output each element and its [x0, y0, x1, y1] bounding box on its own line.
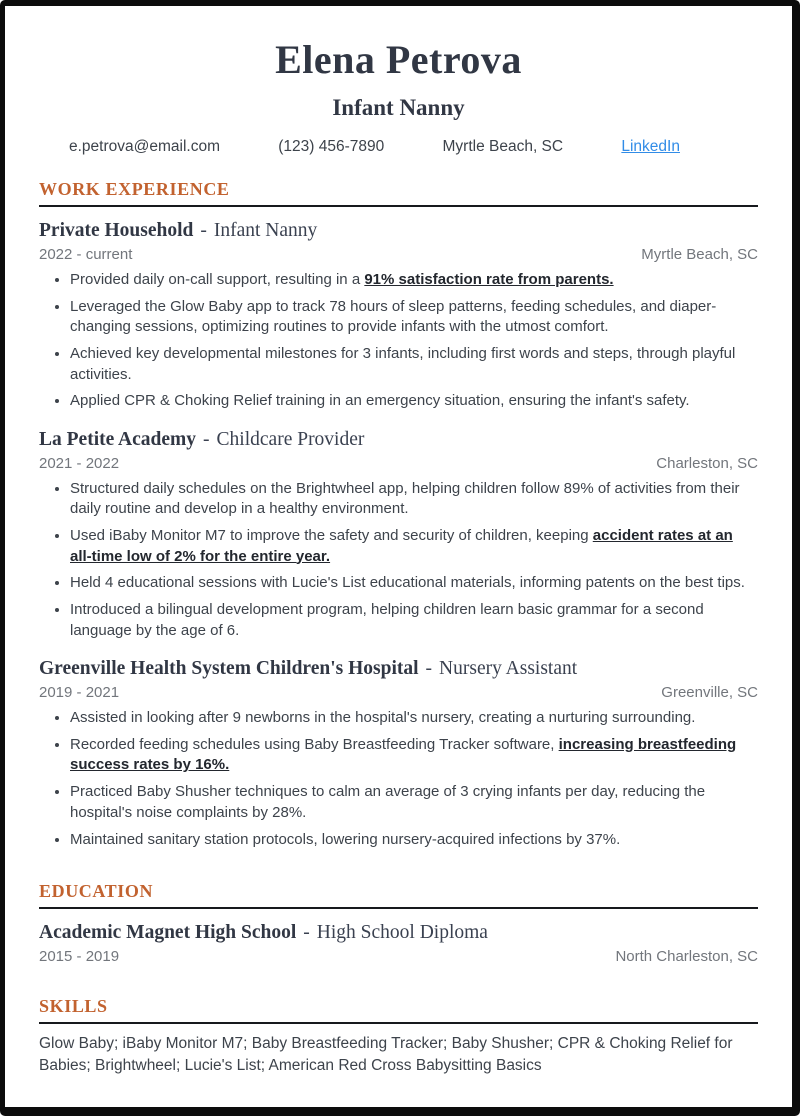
job-location: Myrtle Beach, SC — [641, 246, 758, 263]
bullet-text: Leveraged the Glow Baby app to track 78 hours of sleep patterns, feeding schedules, and diaper-changing sessions, optimizing routines to provide infants with the utmost comfort. — [70, 297, 717, 336]
education-location: North Charleston, SC — [615, 947, 758, 965]
job-entry-private-household — [39, 220, 758, 412]
job-entry-greenville-hospital — [39, 658, 758, 850]
bullet-text: Used iBaby Monitor M7 to improve the safety and security of children, keeping — [70, 527, 593, 545]
bullet-text: Introduced a bilingual development program, helping children learn basic grammar for a second language by the age of 6. — [70, 601, 704, 639]
title-separator: - — [203, 428, 210, 450]
education-title-line — [39, 922, 758, 944]
bullet-text: Structured daily schedules on the Brightwheel app, helping children follow 89% of activities from their daily routine and develop in a healthy environment. — [70, 479, 740, 518]
job-dates: 2019 - 2021 — [39, 684, 120, 702]
work-experience-heading: WORK EXPERIENCE — [39, 179, 758, 207]
bullet-item — [70, 708, 758, 728]
job-meta — [39, 684, 758, 701]
bullet-item — [70, 830, 758, 850]
bullet-text: Maintained sanitary station protocols, lowering nursery-acquired infections by 37%. — [70, 830, 621, 848]
candidate-title: Infant Nanny — [332, 95, 465, 120]
bullet-item — [70, 573, 758, 593]
job-role: Infant Nanny — [213, 220, 318, 241]
job-meta — [39, 455, 758, 472]
job-company: Greenville Health System Children's Hospital — [39, 658, 419, 680]
bullet-text: Held 4 educational sessions with Lucie's List educational materials, informing patents on the best tips. — [70, 574, 745, 592]
job-location: Greenville, SC — [661, 684, 758, 702]
bullet-emphasis: 91% satisfaction rate from parents. — [364, 271, 614, 288]
education-entry — [39, 922, 758, 965]
job-role: Nursery Assistant — [439, 658, 578, 680]
bullet-item — [70, 735, 758, 776]
contact-row — [39, 138, 758, 156]
job-bullets — [39, 270, 758, 412]
bullet-text: Provided daily on-call support, resulting in a — [70, 271, 365, 288]
contact-email: e.petrova@email.com — [69, 138, 220, 155]
skills-list: Glow Baby; iBaby Monitor M7; Baby Breastfeeding Tracker; Baby Shusher; CPR & Choking Relief for Babies; Brightwheel; Lucie's List; American Red Cross Babysitting Basics — [39, 1034, 733, 1074]
degree-name: High School Diploma — [316, 921, 488, 943]
linkedin-link[interactable]: LinkedIn — [621, 138, 680, 155]
bullet-item — [70, 391, 758, 411]
bullet-text: Assisted in looking after 9 newborns in the hospital's nursery, creating a nurturing surrounding. — [70, 709, 696, 727]
job-title-line — [39, 658, 758, 680]
education-heading: EDUCATION — [39, 881, 758, 909]
school-name: Academic Magnet High School — [39, 921, 297, 943]
section-education — [39, 881, 758, 965]
skills-heading: SKILLS — [39, 996, 758, 1024]
job-dates: 2021 - 2022 — [39, 454, 120, 472]
job-entry-la-petite-academy — [39, 429, 758, 641]
section-skills — [39, 996, 758, 1077]
bullet-text: Applied CPR & Choking Relief training in an emergency situation, ensuring the infant's safety. — [70, 392, 690, 410]
bullet-text: Recorded feeding schedules using Baby Breastfeeding Tracker software, — [70, 735, 559, 753]
job-bullets — [39, 479, 758, 641]
job-title-line — [39, 220, 758, 242]
bullet-item — [70, 526, 758, 567]
bullet-emphasis: increasing breastfeeding success rates by 16%. — [70, 735, 737, 774]
contact-location: Myrtle Beach, SC — [442, 138, 564, 155]
job-dates: 2022 - current — [39, 246, 133, 263]
job-company: Private Household — [39, 220, 194, 241]
education-meta — [39, 948, 758, 965]
job-bullets — [39, 708, 758, 850]
bullet-item — [70, 782, 758, 823]
bullet-item — [70, 270, 758, 290]
bullet-text: Practiced Baby Shusher techniques to calm an average of 3 crying infants per day, reducing the hospital's noise complaints by 28%. — [70, 783, 706, 821]
job-meta — [39, 246, 758, 263]
bullet-item — [70, 479, 758, 520]
title-separator: - — [425, 658, 433, 680]
education-dates: 2015 - 2019 — [39, 947, 120, 965]
bullet-item — [70, 344, 758, 385]
job-company: La Petite Academy — [39, 428, 197, 450]
bullet-item — [70, 297, 758, 338]
title-separator: - — [303, 921, 310, 943]
bullet-item — [70, 600, 758, 641]
title-separator: - — [200, 220, 207, 241]
job-location: Charleston, SC — [656, 454, 758, 472]
job-role: Childcare Provider — [216, 428, 365, 450]
bullet-emphasis: accident rates at an all-time low of 2% for the entire year. — [70, 527, 733, 565]
section-work-experience — [39, 179, 758, 850]
candidate-name: Elena Petrova — [275, 37, 522, 82]
job-title-line — [39, 429, 758, 451]
contact-phone: (123) 456-7890 — [278, 138, 385, 155]
bullet-text: Achieved key developmental milestones for 3 infants, including first words and steps, through playful activities. — [70, 345, 736, 383]
